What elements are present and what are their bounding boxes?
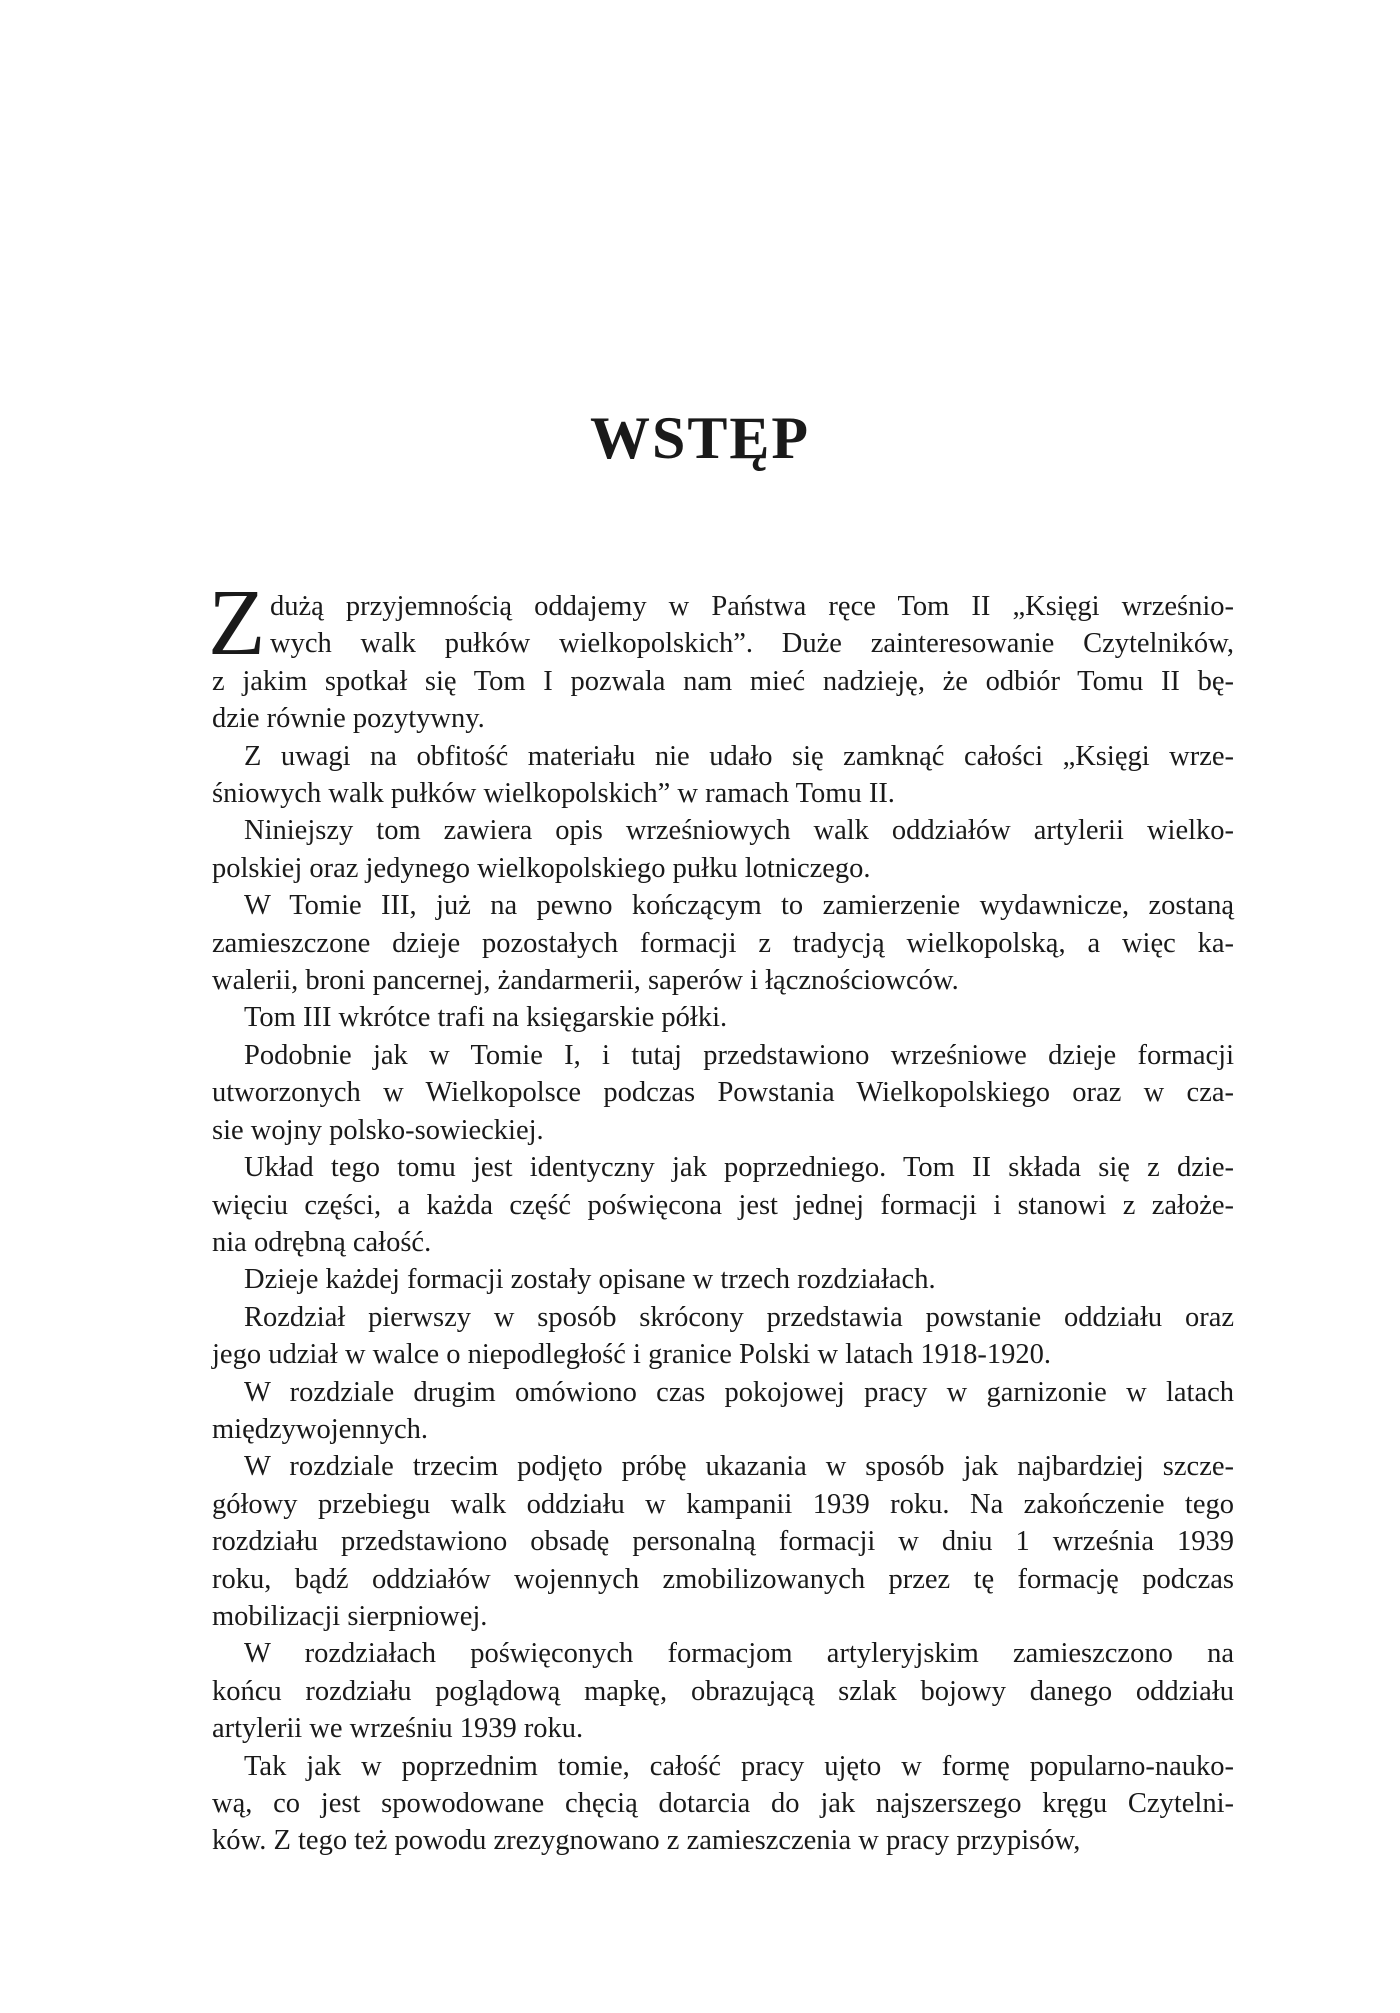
drop-cap: Z bbox=[208, 571, 266, 675]
text-line: W Tomie III, już na pewno kończącym to zamierzenie wydawnicze, zostaną bbox=[244, 890, 1234, 922]
text-line: roku, bądź oddziałów wojennych zmobilizowanych przez tę formację podczas bbox=[212, 1563, 1234, 1595]
paragraph bbox=[212, 1374, 1234, 1449]
text-line: z jakim spotkał się Tom I pozwala nam mieć nadzieję, że odbiór Tomu II bę- bbox=[212, 665, 1234, 697]
text-line: śniowych walk pułków wielkopolskich” w ramach Tomu II. bbox=[212, 778, 895, 810]
text-line: Dzieje każdej formacji zostały opisane w trzech rozdziałach. bbox=[244, 1264, 936, 1296]
text-line: międzywojennych. bbox=[212, 1413, 429, 1445]
page-title: WSTĘP bbox=[589, 405, 811, 471]
intro-paragraph bbox=[208, 571, 1234, 738]
text-line: zamieszczone dzieje pozostałych formacji z tradycją wielkopolską, a więc ka- bbox=[212, 927, 1234, 959]
paragraph bbox=[212, 1037, 1234, 1149]
text-line: dużą przyjemnością oddajemy w Państwa ręce Tom II „Księgi wrześnio- bbox=[270, 591, 1234, 622]
text-line: dzie równie pozytywny. bbox=[212, 703, 485, 735]
text-line: polskiej oraz jedynego wielkopolskiego pułku lotniczego. bbox=[212, 852, 871, 884]
text-line: Niniejszy tom zawiera opis wrześniowych walk oddziałów artylerii wielko- bbox=[244, 815, 1234, 847]
body-text bbox=[208, 571, 1234, 1860]
text-line: Z uwagi na obfitość materiału nie udało się zamknąć całości „Księgi wrze- bbox=[244, 740, 1234, 772]
text-line: artylerii we wrześniu 1939 roku. bbox=[212, 1713, 584, 1745]
text-line: wą, co jest spowodowane chęcią dotarcia do jak najszerszego kręgu Czytelni- bbox=[212, 1788, 1234, 1819]
text-line: Tak jak w poprzednim tomie, całość pracy ujęto w formę popularno-nauko- bbox=[244, 1750, 1234, 1782]
paragraph bbox=[212, 1261, 1234, 1298]
text-line: rozdziału przedstawiono obsadę personalną formacji w dniu 1 września 1939 bbox=[212, 1526, 1234, 1558]
paragraph bbox=[212, 1299, 1234, 1374]
text-line: końcu rozdziału poglądową mapkę, obrazującą szlak bojowy danego oddziału bbox=[212, 1675, 1234, 1707]
text-line: sie wojny polsko-sowieckiej. bbox=[212, 1114, 544, 1146]
text-line: więciu części, a każda część poświęcona jest jednej formacji i stanowi z założe- bbox=[212, 1189, 1234, 1221]
text-line: mobilizacji sierpniowej. bbox=[212, 1600, 488, 1632]
text-line: utworzonych w Wielkopolsce podczas Powstania Wielkopolskiego oraz w cza- bbox=[212, 1077, 1234, 1109]
text-line: W rozdziałach poświęconych formacjom artyleryjskim zamieszczono na bbox=[244, 1638, 1234, 1670]
paragraph bbox=[212, 887, 1234, 999]
text-line: gółowy przebiegu walk oddziału w kampanii 1939 roku. Na zakończenie tego bbox=[212, 1488, 1234, 1520]
paragraph bbox=[212, 738, 1234, 813]
text-line: jego udział w walce o niepodległość i granice Polski w latach 1918-1920. bbox=[212, 1339, 1051, 1371]
paragraph bbox=[212, 999, 1234, 1036]
text-line: W rozdziale drugim omówiono czas pokojowej pracy w garnizonie w latach bbox=[244, 1376, 1234, 1408]
text-line: nia odrębną całość. bbox=[212, 1226, 432, 1258]
text-line: W rozdziale trzecim podjęto próbę ukazania w sposób jak najbardziej szcze- bbox=[244, 1451, 1234, 1483]
paragraph bbox=[212, 1635, 1234, 1747]
text-line: walerii, broni pancernej, żandarmerii, saperów i łącznościowców. bbox=[212, 965, 959, 997]
text-line: Układ tego tomu jest identyczny jak poprzedniego. Tom II składa się z dzie- bbox=[244, 1152, 1234, 1184]
text-line: Tom III wkrótce trafi na księgarskie półki. bbox=[244, 1002, 728, 1034]
text-line: ków. Z tego też powodu zrezygnowano z zamieszczenia w pracy przypisów, bbox=[212, 1825, 1081, 1857]
text-line: Podobnie jak w Tomie I, i tutaj przedstawiono wrześniowe dzieje formacji bbox=[244, 1039, 1234, 1071]
paragraph bbox=[212, 1149, 1234, 1261]
paragraph-list bbox=[212, 738, 1234, 1860]
text-line: Rozdział pierwszy w sposób skrócony przedstawia powstanie oddziału oraz bbox=[244, 1301, 1234, 1333]
paragraph bbox=[212, 1448, 1234, 1635]
paragraph bbox=[212, 1748, 1234, 1860]
paragraph bbox=[212, 812, 1234, 887]
text-line: wych walk pułków wielkopolskich”. Duże zainteresowanie Czytelników, bbox=[270, 628, 1234, 660]
